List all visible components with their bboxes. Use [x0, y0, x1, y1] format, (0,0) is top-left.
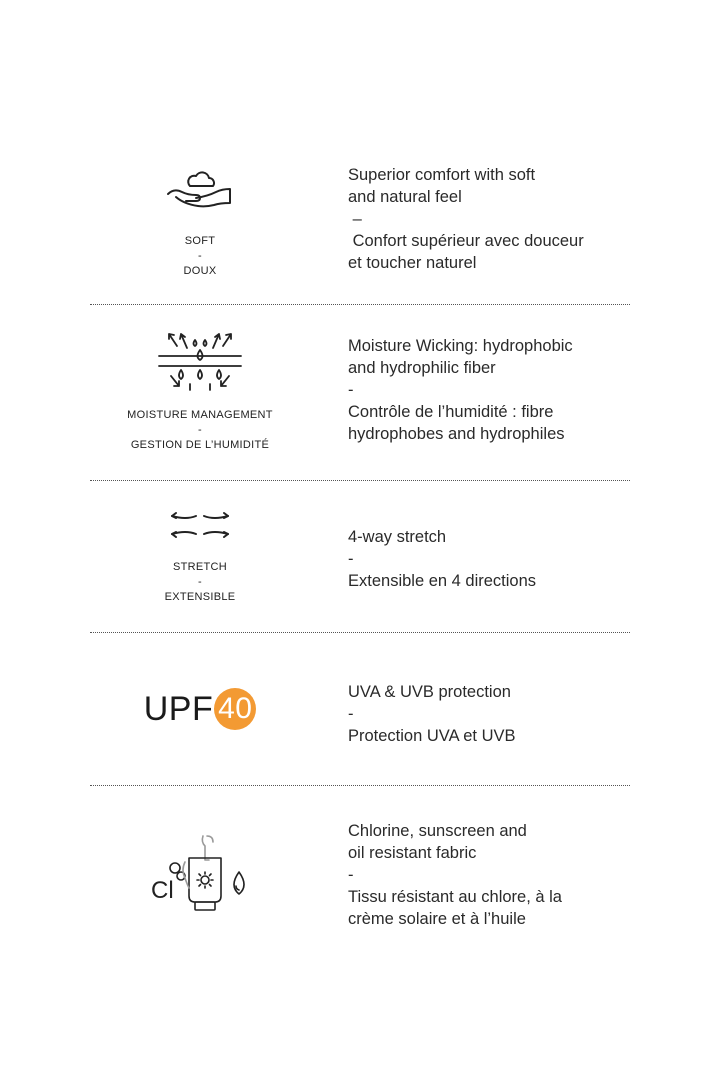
description-line: Contrôle de l’humidité : fibre [348, 403, 554, 421]
feature-soft-description [348, 164, 648, 274]
feature-moisture-icon-col [110, 328, 290, 453]
upf-icon [144, 688, 257, 730]
feature-stretch-caption-fr: EXTENSIBLE [164, 591, 236, 603]
feature-chlorine-description [348, 820, 648, 930]
stretch-arrows-icon [160, 508, 240, 542]
soft-hand-icon [160, 164, 240, 214]
description-line: crème solaire et à l’huile [348, 910, 526, 928]
chlorine-symbol: Cl [151, 877, 174, 904]
description-line: Superior comfort with soft [348, 166, 536, 184]
description-line: - [348, 866, 354, 884]
moisture-icon [155, 328, 245, 394]
description-line: Tissu résistant au chlore, à la [348, 888, 562, 906]
feature-stretch-caption-sep: - [198, 576, 202, 588]
description-line: – [348, 210, 362, 228]
upf-label: UPF [143, 689, 214, 728]
feature-moisture-caption-en: MOISTURE MANAGEMENT [127, 409, 273, 421]
feature-moisture-caption-sep: - [198, 424, 202, 436]
description-line: and natural feel [348, 188, 462, 206]
feature-moisture-caption-fr: GESTION DE L’HUMIDITÉ [130, 439, 270, 451]
description-line: Protection UVA et UVB [348, 727, 516, 745]
feature-soft-caption-sep: - [198, 250, 202, 262]
chlorine-sunscreen-oil-icon [145, 832, 255, 918]
description-line: and hydrophilic fiber [348, 359, 496, 377]
feature-soft-caption-en: SOFT [184, 235, 216, 247]
feature-soft-caption-fr: DOUX [183, 265, 217, 277]
description-line: 4-way stretch [348, 528, 447, 546]
feature-upf-icon-col [110, 688, 290, 730]
description-line: - [348, 381, 354, 399]
feature-stretch-caption-en: STRETCH [172, 561, 228, 573]
feature-chlorine-icon-col [110, 832, 290, 918]
description-line: - [348, 705, 354, 723]
section-divider [90, 304, 630, 305]
feature-upf-description [348, 681, 648, 747]
description-line: oil resistant fabric [348, 844, 477, 862]
feature-moisture-description [348, 335, 648, 445]
description-line: Confort supérieur avec douceur [348, 232, 584, 250]
description-line: Moisture Wicking: hydrophobic [348, 337, 573, 355]
description-line: et toucher naturel [348, 254, 477, 272]
feature-stretch-icon-col [110, 508, 290, 605]
description-line: UVA & UVB protection [348, 683, 511, 701]
description-line: hydrophobes and hydrophiles [348, 425, 565, 443]
description-line: Extensible en 4 directions [348, 572, 537, 590]
description-line: Chlorine, sunscreen and [348, 822, 527, 840]
section-divider [90, 632, 630, 633]
section-divider [90, 480, 630, 481]
upf-number-badge: 40 [214, 688, 256, 730]
description-line: - [348, 550, 354, 568]
feature-soft-icon-col [110, 164, 290, 279]
section-divider [90, 785, 630, 786]
feature-stretch-description [348, 526, 648, 592]
